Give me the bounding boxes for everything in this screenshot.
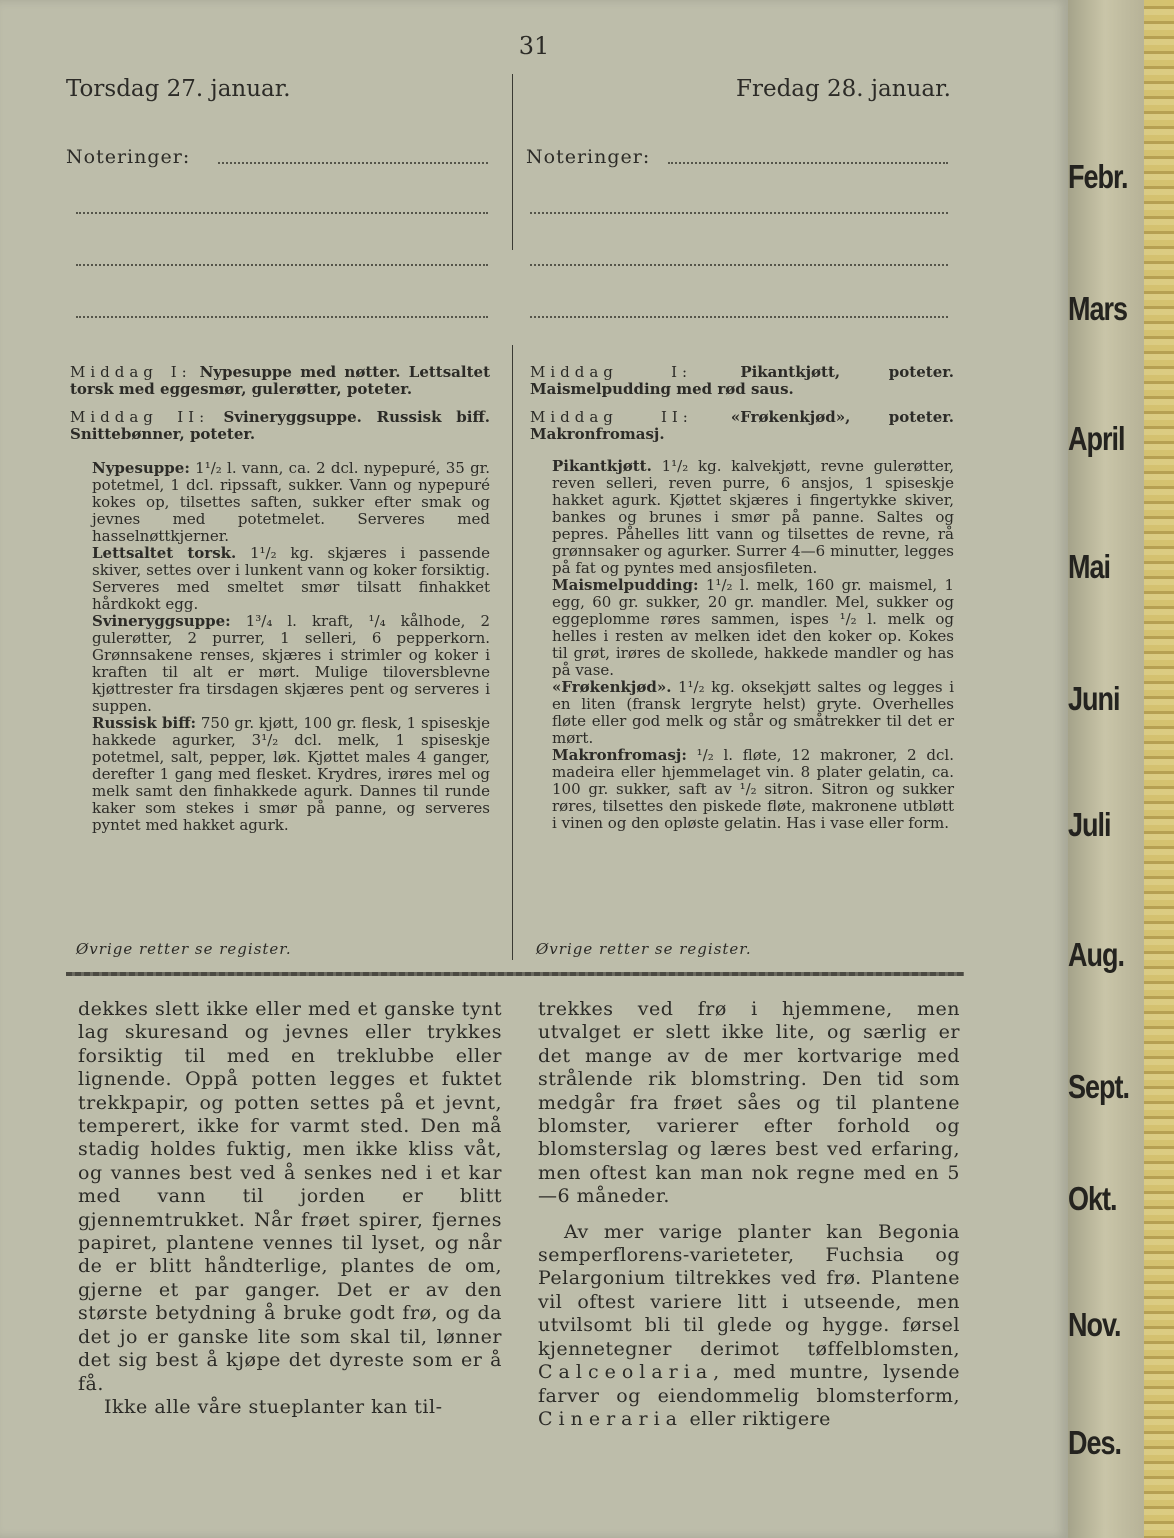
article-right-column [538, 998, 960, 1431]
month-tab-strip [1068, 0, 1174, 1538]
right-recipe-4-name: Makronfromasj: [552, 746, 687, 764]
left-middag-1-label: Middag I: [70, 363, 192, 381]
right-middag-1-text: Pikantkjøtt, poteter. Maismelpudding med rød saus. [530, 363, 954, 398]
left-notes-line-1[interactable] [218, 160, 488, 164]
tab-april[interactable]: April [1068, 420, 1125, 458]
left-menu-column [70, 364, 490, 834]
article-right-paragraph-1: trekkes ved frø i hjemmene, men utvalget er slett ikke lite, og særlig er det mange av de mer kortvarige med strålende rik blomstring. Den tid som medgår fra frøet såes og til plantene blomster, varierer efter forhold og blomsterslag og læres best ved erfaring, men oftest kan man nok regne med en 5—6 måneder. [538, 998, 960, 1208]
right-middag-1-label: Middag I: [530, 363, 693, 381]
left-notes-line-2[interactable] [76, 210, 488, 214]
left-recipe-2 [70, 545, 490, 613]
left-middag-1 [70, 364, 490, 398]
left-recipe-4-text: 750 gr. kjøtt, 100 gr. flesk, 1 spiseskje hakkede agurker, 3¹/₂ dcl. melk, 1 spiseskje potetmel, salt, pepper, løk. Kjøttet males 4 ganger, derefter 1 gang med flesket. Krydres, irøres mel og melk samt den finhakkede agurk. Dannes til runde kaker som stekes i smør på panne, og serveres pyntet med hakket agurk. [92, 714, 490, 834]
left-footer: Øvrige retter se register. [76, 940, 292, 958]
cineraria-term: Cineraria [538, 1407, 683, 1430]
column-divider-bottom [512, 345, 513, 960]
right-recipe-3 [530, 679, 954, 747]
section-divider [66, 972, 964, 976]
right-recipe-1-name: Pikantkjøtt. [552, 457, 652, 475]
right-notes-line-4[interactable] [530, 314, 948, 318]
left-recipe-3-text: 1³/₄ l. kraft, ¹/₄ kålhode, 2 gulerøtter, 2 purrer, 1 selleri, 6 pepperkorn. Grønnsakene renses, skjæres i strimler og koker i kraften til alt er mørt. Mulige tiloversblevne kjøttrester fra tirsdagen skjæres pent og serveres i suppen. [92, 612, 490, 715]
left-recipe-2-name: Lettsaltet torsk. [92, 544, 237, 562]
right-recipe-4-text: ¹/₂ l. fløte, 12 makroner, 2 dcl. madeira eller hjemmelaget vin. 8 plater gelatin, ca. 100 gr. sukker, saft av ¹/₂ sitron. Sitron og sukker røres, tilsettes den piskede fløte, makronene utbløtt i vinen og den opløste gelatin. Has i vase eller form. [552, 746, 954, 832]
article-right-text-a: Av mer varige planter kan Begonia semperflorens-varieteter, Fuchsia og Pelargonium tiltrekkes ved frø. Plantene vil oftest variere litt i utseende, men utvilsomt bli til glede og hygge. førsel kjennetegner derimot tøffelblomsten, [538, 1220, 960, 1360]
left-recipe-1 [70, 460, 490, 545]
right-notes-label: Noteringer: [526, 146, 651, 168]
article-right-text-c: eller riktigere [689, 1407, 831, 1430]
left-notes-line-4[interactable] [76, 314, 488, 318]
right-notes-line-3[interactable] [530, 262, 948, 266]
tab-mai[interactable]: Mai [1068, 548, 1111, 586]
calceolaria-term: Calceolaria [538, 1361, 714, 1384]
tab-september[interactable]: Sept. [1068, 1068, 1130, 1106]
right-notes-line-2[interactable] [530, 210, 948, 214]
tab-juli[interactable]: Juli [1068, 806, 1111, 844]
article-right-paragraph-2 [538, 1221, 960, 1432]
left-recipe-3-name: Svineryggsuppe: [92, 612, 231, 630]
left-notes-label: Noteringer: [66, 146, 191, 168]
left-middag-2 [70, 409, 490, 443]
left-middag-1-text: Nypesuppe med nøtter. Lettsaltet torsk med eggesmør, gulerøtter, poteter. [70, 363, 490, 398]
left-recipe-4 [70, 715, 490, 834]
left-recipe-4-name: Russisk biff: [92, 714, 197, 732]
article-left-paragraph-2: Ikke alle våre stueplanter kan til- [104, 1395, 443, 1418]
right-recipe-3-name: «Frøkenkjød». [552, 678, 672, 696]
right-footer: Øvrige retter se register. [536, 940, 752, 958]
left-middag-2-label: Middag II: [70, 408, 210, 426]
article-right-text-b: , med muntre, lysende farver og eiendommelig blomsterform, [538, 1361, 960, 1407]
tab-februar[interactable]: Febr. [1068, 158, 1128, 196]
left-recipe-1-name: Nypesuppe: [92, 459, 190, 477]
left-day-title: Torsdag 27. januar. [66, 76, 291, 102]
article-left-column [78, 998, 502, 1419]
left-notes-line-3[interactable] [76, 262, 488, 266]
right-middag-2-label: Middag II: [530, 408, 693, 426]
right-recipe-2 [530, 577, 954, 679]
right-menu-column [530, 364, 954, 832]
right-day-title: Fredag 28. januar. [736, 76, 951, 102]
right-recipe-1-text: 1¹/₂ kg. kalvekjøtt, revne gulerøtter, reven selleri, reven purre, 6 ansjos, 1 spiseskje hakket agurk. Kjøttet skjæres i fingertykke skiver, bankes og brunes i smør på panne. Saltes og pepres. Påhelles litt vann og tilsettes de revne, rå grønnsaker og agurker. Surrer 4—6 minutter, legges på fat og pyntes med ansjosfileten. [552, 457, 954, 577]
tab-november[interactable]: Nov. [1068, 1306, 1121, 1344]
right-recipe-1 [530, 458, 954, 577]
left-recipe-2-text: 1¹/₂ kg. skjæres i passende skiver, settes over i lunkent vann og koker forsiktig. Serveres med smeltet smør tilsatt finhakket hårdkokt egg. [92, 544, 490, 613]
right-recipe-2-text: 1¹/₂ l. melk, 160 gr. maismel, 1 egg, 60 gr. sukker, 20 gr. mandler. Mel, sukker og eggeplomme røres sammen, ispes ¹/₂ l. melk og helles i resten av melken idet den koker op. Kokes til grøt, irøres de skollede, hakkede mandler og has på vase. [552, 576, 954, 679]
right-middag-2-text: «Frøkenkjød», poteter. Makronfromasj. [530, 408, 954, 443]
right-middag-2 [530, 409, 954, 443]
tab-desember[interactable]: Des. [1068, 1424, 1122, 1462]
tab-juni[interactable]: Juni [1068, 680, 1120, 718]
left-middag-2-text: Svineryggsuppe. Russisk biff. Snittebønner, poteter. [70, 408, 490, 443]
tab-oktober[interactable]: Okt. [1068, 1180, 1117, 1218]
tab-mars[interactable]: Mars [1068, 290, 1128, 328]
right-recipe-4 [530, 747, 954, 832]
column-divider-top [512, 74, 513, 250]
right-recipe-3-text: 1¹/₂ kg. oksekjøtt saltes og legges i en liten (fransk lergryte helst) gryte. Overhelles fløte eller god melk og står og småtrekker til det er mørt. [552, 678, 954, 747]
tab-august[interactable]: Aug. [1068, 936, 1124, 974]
right-notes-line-1[interactable] [668, 160, 948, 164]
tab-strip-edge [1144, 0, 1174, 1538]
page-number: 31 [518, 32, 550, 60]
right-recipe-2-name: Maismelpudding: [552, 576, 699, 594]
right-middag-1 [530, 364, 954, 398]
left-recipe-1-text: 1¹/₂ l. vann, ca. 2 dcl. nypepuré, 35 gr. potetmel, 1 dcl. ripssaft, sukker. Vann og nypepuré kokes op, tilsettes saften, sukker efter smak og jevnes med potetmelet. Serveres med hasselnøttkjerner. [92, 459, 490, 545]
left-recipe-3 [70, 613, 490, 715]
article-left-paragraph-1: dekkes slett ikke eller med et ganske tynt lag skuresand og jevnes eller trykkes forsiktig til med en treklubbe eller lignende. Oppå potten legges et fuktet trekkpapir, og potten settes på et jevnt, temperert, ikke for varmt sted. Den må stadig holdes fuktig, men ikke kliss våt, og vannes best ved å senkes ned i et kar med vann til jorden er blitt gjennemtrukket. Når frøet spirer, fjernes papiret, plantene vennes til lyset, og når de er blitt håndterlige, plantes de om, gjerne et par ganger. Det er av den største betydning å bruke godt frø, og da det jo er ganske lite som skal til, lønner det sig best å kjøpe det dyreste som er å få. [78, 998, 502, 1395]
